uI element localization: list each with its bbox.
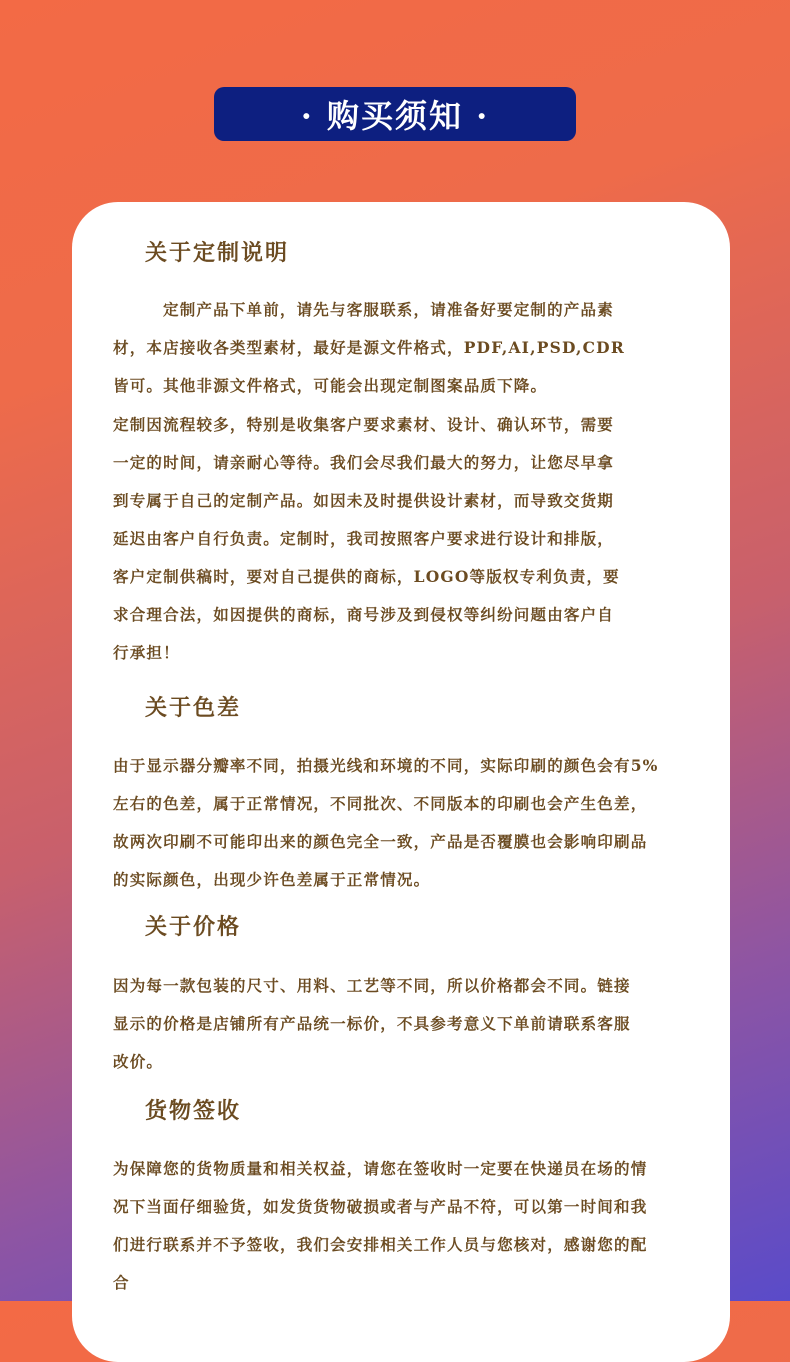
section-title-price: 关于价格 [145, 914, 242, 940]
paragraph-line: 合 [113, 1273, 130, 1292]
paragraph-line: 们进行联系并不予签收，我们会安排相关工作人员与您核对，感谢您的配 [113, 1235, 648, 1254]
paragraph-line: 行承担！ [113, 643, 180, 662]
paragraph-line: 的实际颜色，出现少许色差属于正常情况。 [113, 870, 431, 889]
paragraph-line: 改价。 [113, 1052, 164, 1071]
paragraph-line: 材，本店接收各类型素材，最好是源文件格式，PDF,AI,PSD,CDR [113, 338, 625, 357]
paragraph-line: 求合理合法，如因提供的商标，商号涉及到侵权等纠纷问题由客户自 [113, 605, 615, 624]
paragraph-line: 皆可。其他非源文件格式，可能会出现定制图案品质下降。 [113, 376, 548, 395]
section-title-customization: 关于定制说明 [145, 240, 290, 266]
paragraph-line: 客户定制供稿时，要对自己提供的商标，LOGO等版权专利负责，要 [113, 567, 620, 586]
paragraph-line: 显示的价格是店铺所有产品统一标价，不具参考意义下单前请联系客服 [113, 1014, 631, 1033]
paragraph-line: 由于显示器分瓣率不同，拍摄光线和环境的不同，实际印刷的颜色会有5% [113, 756, 659, 775]
paragraph-line: 一定的时间，请亲耐心等待。我们会尽我们最大的努力，让您尽早拿 [113, 453, 615, 472]
title-banner [214, 87, 576, 141]
paragraph-line: 延迟由客户自行负责。定制时，我司按照客户要求进行设计和排版， [113, 529, 615, 548]
paragraph-line: 况下当面仔细验货，如发货货物破损或者与产品不符，可以第一时间和我 [113, 1197, 648, 1216]
section-title-color-difference: 关于色差 [145, 695, 242, 721]
paragraph-line: 为保障您的货物质量和相关权益，请您在签收时一定要在快递员在场的情 [113, 1159, 648, 1178]
paragraph-line: 故两次印刷不可能印出来的颜色完全一致，产品是否覆膜也会影响印刷品 [113, 832, 648, 851]
paragraph-line: 因为每一款包装的尺寸、用料、工艺等不同，所以价格都会不同。链接 [113, 976, 631, 995]
section-title-delivery: 货物签收 [145, 1098, 242, 1124]
paragraph-line: 定制产品下单前，请先与客服联系，请准备好要定制的产品素 [163, 300, 614, 319]
paragraph-line: 到专属于自己的定制产品。如因未及时提供设计素材，而导致交货期 [113, 491, 615, 510]
page-title: · 购买须知 · [300, 97, 490, 135]
paragraph-line: 定制因流程较多，特别是收集客户要求素材、设计、确认环节，需要 [113, 415, 615, 434]
paragraph-line: 左右的色差，属于正常情况，不同批次、不同版本的印刷也会产生色差， [113, 794, 648, 813]
